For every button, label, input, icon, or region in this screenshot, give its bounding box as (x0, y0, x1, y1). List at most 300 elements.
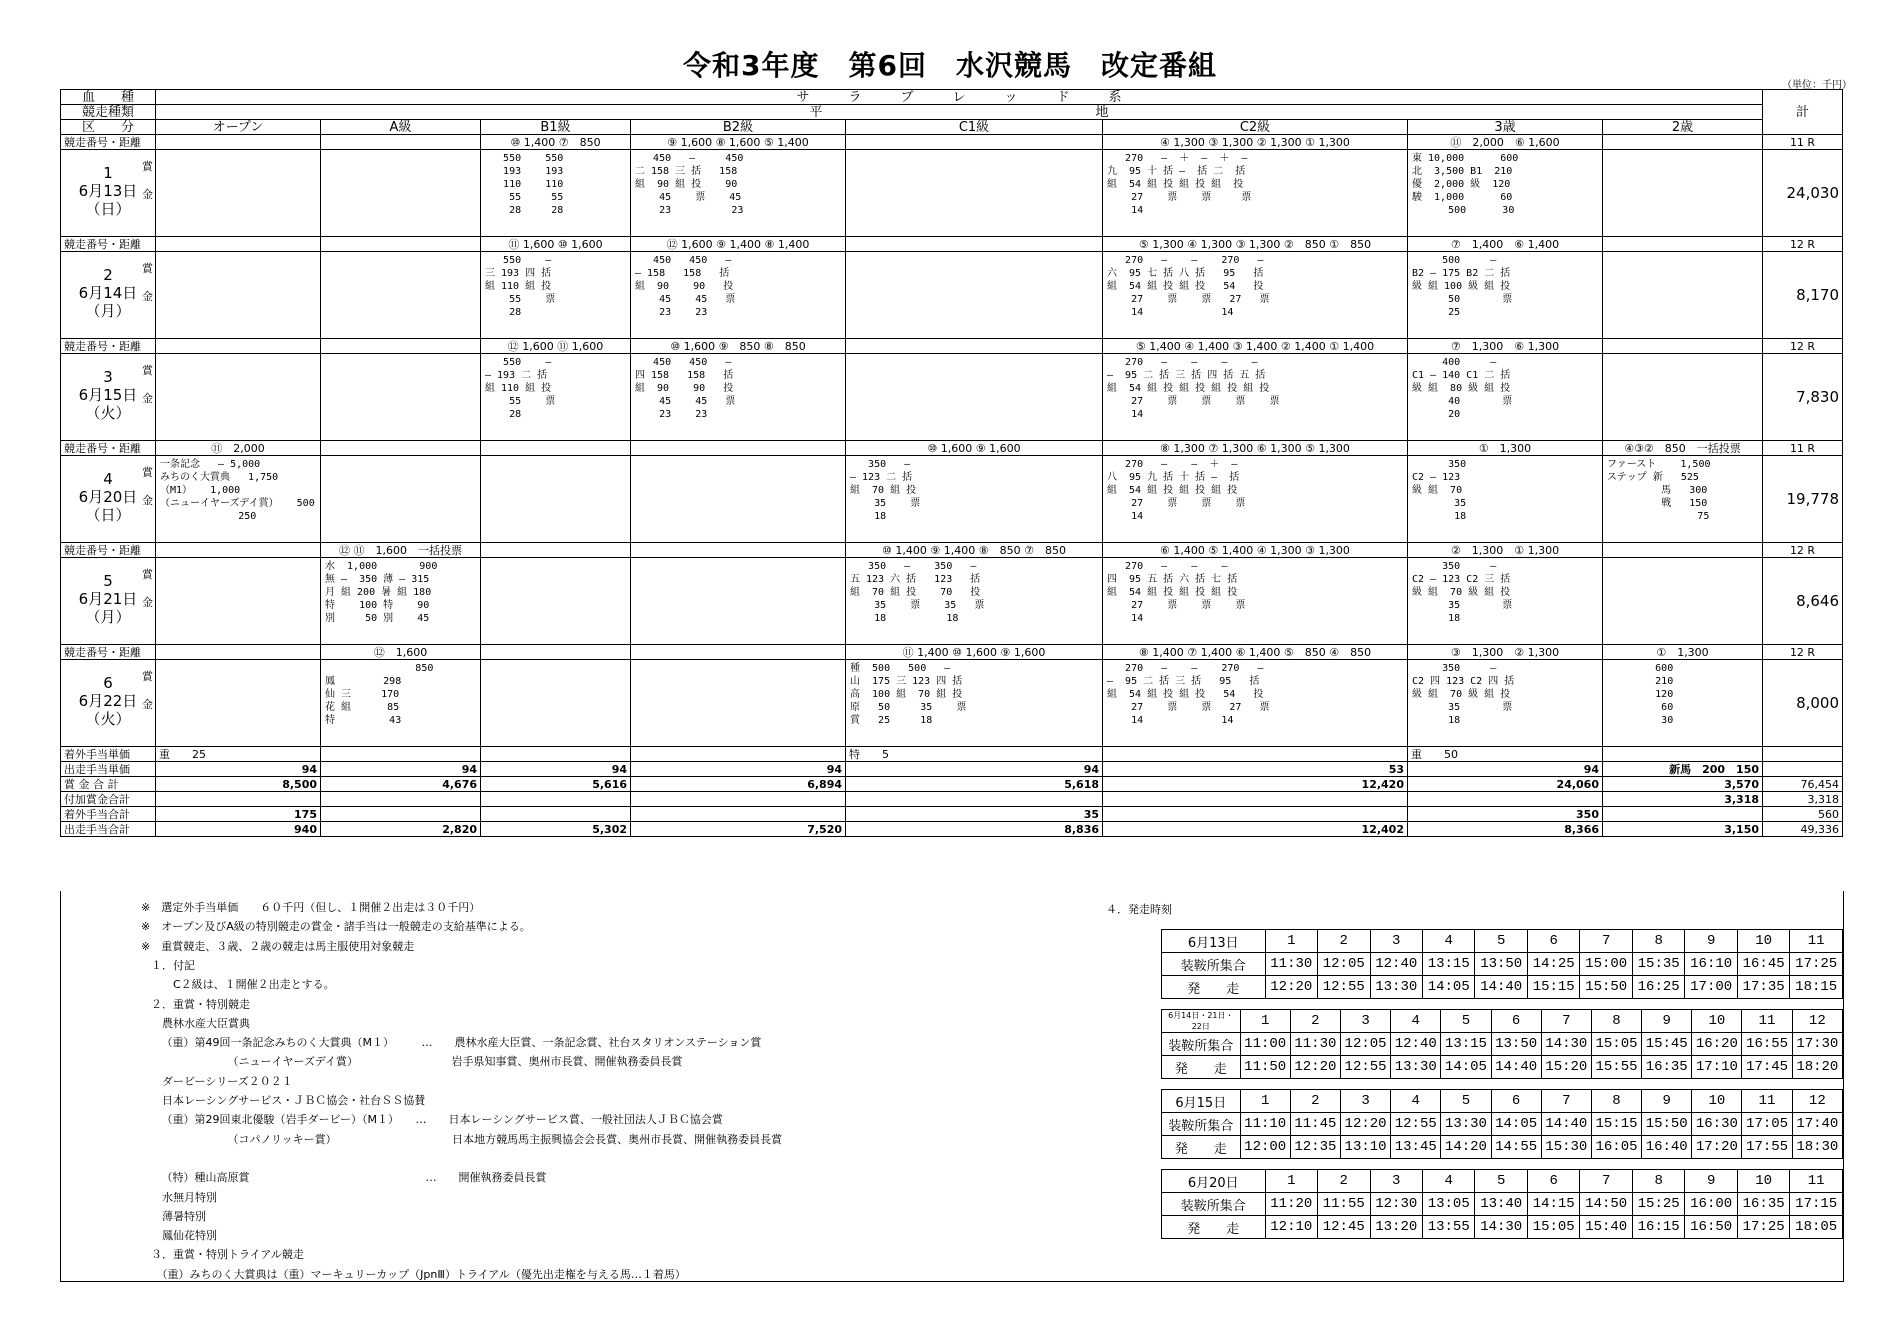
day-weekday: （日） (85, 200, 131, 218)
assemble-time: 16:30 (1692, 1113, 1742, 1136)
assemble-time: 12:05 (1340, 1033, 1390, 1056)
race-count: 12 R (1763, 645, 1843, 660)
note-line: （コパノリッキー賞） 日本地方競馬馬主振興協会会長賞、奥州市長賞、開催執務委員長賞 (156, 1132, 783, 1146)
post-time: 14:05 (1422, 976, 1474, 999)
note-line: 鳳仙花特別 (151, 1229, 217, 1243)
summary-cell: 4,676 (321, 777, 481, 792)
assemble-time: 11:00 (1240, 1033, 1290, 1056)
race-number-cell (321, 237, 481, 252)
race-number-cell: ⑧ 1,400 ⑦ 1,400 ⑥ 1,400 ⑤ 850 ④ 850 (1103, 645, 1408, 660)
summary-cell (321, 807, 481, 822)
day-cell (61, 660, 156, 747)
prize-label: 賞 金 (142, 160, 153, 201)
assemble-time: 13:15 (1441, 1033, 1491, 1056)
assemble-time: 13:50 (1491, 1033, 1541, 1056)
summary-total: 49,336 (1763, 822, 1843, 837)
assemble-time: 11:55 (1318, 1193, 1370, 1216)
start-day: 6月15日 (1162, 1090, 1241, 1113)
note-line: 日本レーシングサービス・ＪＢＣ協会・社台ＳＳ協賛 (151, 1094, 426, 1107)
prize-cell (156, 456, 321, 543)
prize-values: 270 ― ― ― ― ― 95 二 括 三 括 四 括 五 括 組 54 組 投 組 投 組 投 組 投 27 票 票 票 票 14 (1107, 357, 1280, 420)
post-label: 発 走 (1162, 1136, 1241, 1159)
division-header: オープン (156, 120, 321, 135)
prize-cell (481, 660, 631, 747)
summary-row (61, 762, 1843, 777)
assemble-row (1162, 1113, 1843, 1136)
start-time-table (1161, 1009, 1843, 1079)
assemble-time: 12:05 (1318, 953, 1370, 976)
post-time: 16:25 (1632, 976, 1684, 999)
start-race-number: 8 (1632, 1170, 1684, 1193)
assemble-label: 装鞍所集合 (1162, 1113, 1241, 1136)
race-number-cell (631, 543, 846, 558)
race-program-table (60, 89, 1843, 837)
assemble-time: 13:05 (1422, 1193, 1474, 1216)
assemble-label: 装鞍所集合 (1162, 1193, 1266, 1216)
start-head-row (1162, 930, 1843, 953)
prize-values (481, 456, 630, 460)
race-count: 12 R (1763, 543, 1843, 558)
post-time: 16:50 (1685, 1216, 1737, 1239)
summary-total: 560 (1763, 807, 1843, 822)
post-time: 15:05 (1527, 1216, 1579, 1239)
summary-cell: 重 25 (156, 747, 321, 762)
assemble-row (1162, 953, 1843, 976)
post-time: 12:10 (1265, 1216, 1317, 1239)
prize-cell (1408, 354, 1603, 441)
summary-label: 着外手当合計 (61, 807, 156, 822)
day-weekday: （月） (85, 302, 131, 320)
prize-cell (1103, 252, 1408, 339)
assemble-time: 14:15 (1527, 1193, 1579, 1216)
day-weekday: （月） (85, 608, 131, 626)
summary-cell (156, 792, 321, 807)
summary-cell: 94 (321, 762, 481, 777)
post-time: 13:20 (1370, 1216, 1422, 1239)
post-time: 16:35 (1642, 1056, 1692, 1079)
start-day: 6月13日 (1162, 930, 1266, 953)
day-row (61, 558, 1843, 645)
prize-cell (481, 456, 631, 543)
note-line: 農林水産大臣賞典 (151, 1016, 250, 1030)
race-number-cell: ⑧ 1,300 ⑦ 1,300 ⑥ 1,300 ⑤ 1,300 (1103, 441, 1408, 456)
start-race-number: 1 (1265, 1170, 1317, 1193)
start-race-number: 1 (1240, 1010, 1290, 1033)
prize-cell (156, 354, 321, 441)
note-line: ２．重賞・特別競走 (151, 997, 250, 1011)
assemble-time: 11:30 (1265, 953, 1317, 976)
start-race-number: 6 (1491, 1010, 1541, 1033)
post-time: 13:55 (1422, 1216, 1474, 1239)
prize-cell (631, 150, 846, 237)
start-race-number: 3 (1370, 1170, 1422, 1193)
prize-values (156, 150, 320, 154)
prize-cell (1103, 558, 1408, 645)
prize-cell (481, 354, 631, 441)
assemble-label: 装鞍所集合 (1162, 1033, 1241, 1056)
note-line: ※ 重賞競走、３歳、２歳の競走は馬主服使用対象競走 (141, 939, 415, 953)
post-time: 15:15 (1527, 976, 1579, 999)
race-number-cell: ① 1,300 (1408, 441, 1603, 456)
day-row (61, 660, 1843, 747)
race-number-cell: ⑦ 1,400 ⑥ 1,400 (1408, 237, 1603, 252)
post-time: 13:45 (1391, 1136, 1441, 1159)
start-race-number: 6 (1491, 1090, 1541, 1113)
race-number-cell: ⑤ 1,400 ④ 1,400 ③ 1,400 ② 1,400 ① 1,400 (1103, 339, 1408, 354)
race-count: 12 R (1763, 237, 1843, 252)
race-number-cell: ⑫ 1,600 ⑪ 1,600 (481, 339, 631, 354)
division-header: B1級 (481, 120, 631, 135)
note-line: 水無月特別 (151, 1190, 217, 1204)
race-type-label: 競走種類 (61, 105, 156, 120)
note-line: （重）第29回東北優駿（岩手ダービー）（M１） … 日本レーシングサービス賞、一般社団法人ＪＢＣ協会賞 (156, 1113, 723, 1127)
day-info (61, 150, 155, 218)
assemble-time: 17:25 (1790, 953, 1843, 976)
prize-cell (1603, 150, 1763, 237)
race-number-cell: ⑩ 1,600 ⑨ 850 ⑧ 850 (631, 339, 846, 354)
note-line: ダービーシリーズ２０２１ (151, 1074, 293, 1088)
post-time: 14:20 (1441, 1136, 1491, 1159)
prize-values (321, 150, 480, 154)
summary-cell: 重 50 (1408, 747, 1603, 762)
prize-values (321, 252, 480, 256)
summary-cell: 2,820 (321, 822, 481, 837)
assemble-time: 13:40 (1475, 1193, 1527, 1216)
day-row (61, 150, 1843, 237)
post-time: 15:30 (1541, 1136, 1591, 1159)
post-time: 13:30 (1370, 976, 1422, 999)
post-time: 12:20 (1265, 976, 1317, 999)
assemble-time: 17:15 (1790, 1193, 1843, 1216)
post-time: 15:50 (1580, 976, 1632, 999)
summary-cell (1603, 807, 1763, 822)
day-number: 2 (103, 266, 113, 284)
start-race-number: 6 (1527, 930, 1579, 953)
race-number-cell (846, 339, 1103, 354)
race-number-row (61, 339, 1843, 354)
summary-cell: 175 (156, 807, 321, 822)
division-header: B2級 (631, 120, 846, 135)
start-race-number: 5 (1441, 1090, 1491, 1113)
summary-cell (1103, 792, 1408, 807)
race-number-cell (321, 135, 481, 150)
start-race-number: 2 (1290, 1090, 1340, 1113)
summary-label: 出走手当単価 (61, 762, 156, 777)
post-time: 17:00 (1685, 976, 1737, 999)
prize-cell (1603, 456, 1763, 543)
race-number-row (61, 135, 1843, 150)
race-number-cell: ⑤ 1,300 ④ 1,300 ③ 1,300 ② 850 ① 850 (1103, 237, 1408, 252)
prize-cell (631, 660, 846, 747)
summary-cell: 24,060 (1408, 777, 1603, 792)
start-race-number: 7 (1541, 1090, 1591, 1113)
post-row (1162, 976, 1843, 999)
start-race-number: 9 (1642, 1090, 1692, 1113)
summary-cell (481, 807, 631, 822)
summary-total (1763, 762, 1843, 777)
day-number: 4 (103, 470, 113, 488)
assemble-time: 11:45 (1290, 1113, 1340, 1136)
prize-cell (1408, 252, 1603, 339)
start-race-number: 3 (1340, 1090, 1390, 1113)
race-number-cell: ⑫ 1,600 ⑨ 1,400 ⑧ 1,400 (631, 237, 846, 252)
prize-values: 270 ― ― 270 ― ― 95 二 括 三 括 95 括 組 54 組 投 組 投 54 投 27 票 票 27 票 14 14 (1107, 663, 1270, 726)
start-race-number: 11 (1790, 1170, 1843, 1193)
day-row (61, 252, 1843, 339)
day-total: 8,646 (1763, 558, 1843, 645)
division-header: 2歳 (1603, 120, 1763, 135)
summary-cell: 350 (1408, 807, 1603, 822)
prize-cell (321, 150, 481, 237)
summary-cell: 3,318 (1603, 792, 1763, 807)
division-label: 区 分 (61, 120, 156, 135)
prize-cell (481, 150, 631, 237)
prize-values (481, 660, 630, 664)
summary-row (61, 807, 1843, 822)
prize-cell (1603, 558, 1763, 645)
assemble-label: 装鞍所集合 (1162, 953, 1266, 976)
summary-label: 出走手当合計 (61, 822, 156, 837)
summary-cell (631, 807, 846, 822)
post-time: 12:55 (1340, 1056, 1390, 1079)
assemble-time: 16:10 (1685, 953, 1737, 976)
summary-cell: 94 (1408, 762, 1603, 777)
prize-values: 270 ― ― ＋ ― 八 95 九 括 十 括 ― 括 組 54 組 投 組 投 組 投 27 票 票 票 14 (1107, 459, 1246, 522)
prize-values (846, 354, 1102, 358)
prize-values: 600 210 120 60 30 (1655, 663, 1674, 726)
division-row (61, 120, 1843, 135)
race-number-label: 競走番号・距離 (61, 645, 156, 660)
assemble-time: 11:20 (1265, 1193, 1317, 1216)
prize-values (631, 558, 845, 562)
note-line: （特）種山高原賞 … 開催執務委員長賞 (156, 1171, 547, 1185)
prize-cell (846, 354, 1103, 441)
assemble-time: 12:40 (1391, 1033, 1441, 1056)
race-number-cell: ⑥ 1,400 ⑤ 1,400 ④ 1,300 ③ 1,300 (1103, 543, 1408, 558)
prize-values (156, 354, 320, 358)
summary-cell: 12,420 (1103, 777, 1408, 792)
assemble-time: 15:00 (1580, 953, 1632, 976)
note-line: （ニューイヤーズデイ賞） 岩手県知事賞、奥州市長賞、開催執務委員長賞 (156, 1055, 683, 1069)
prize-values: 550 550 193 193 110 110 55 55 28 28 (503, 153, 564, 216)
prize-values (1603, 150, 1762, 154)
prize-values: ファースト 1,500 ステップ 新 525 馬 300 戦 150 75 (1607, 459, 1711, 522)
summary-cell (1103, 807, 1408, 822)
prize-cell (846, 558, 1103, 645)
prize-label: 賞 金 (142, 262, 153, 303)
prize-values (156, 660, 320, 664)
start-race-number: 8 (1591, 1090, 1641, 1113)
day-number: 6 (103, 674, 113, 692)
post-row (1162, 1136, 1843, 1159)
race-number-label: 競走番号・距離 (61, 339, 156, 354)
prize-cell (156, 252, 321, 339)
assemble-time: 15:50 (1642, 1113, 1692, 1136)
prize-cell (1103, 660, 1408, 747)
race-number-cell (1603, 339, 1763, 354)
post-time: 13:30 (1391, 1056, 1441, 1079)
prize-cell (631, 558, 846, 645)
summary-label: 着外手当単価 (61, 747, 156, 762)
prize-values (321, 456, 480, 460)
summary-cell: 94 (846, 762, 1103, 777)
assemble-row (1162, 1033, 1843, 1056)
division-header: 3歳 (1408, 120, 1603, 135)
prize-values (481, 558, 630, 562)
prize-values: 450 450 ― ― 158 158 括 組 90 90 投 45 45 票 23 23 (635, 255, 736, 318)
start-race-number: 1 (1265, 930, 1317, 953)
assemble-time: 12:40 (1370, 953, 1422, 976)
post-time: 14:40 (1491, 1056, 1541, 1079)
post-time: 17:35 (1737, 976, 1789, 999)
start-race-number: 6 (1527, 1170, 1579, 1193)
race-number-cell (156, 645, 321, 660)
post-time: 12:45 (1318, 1216, 1370, 1239)
day-weekday: （火） (85, 404, 131, 422)
race-count: 12 R (1763, 339, 1843, 354)
summary-cell: 94 (481, 762, 631, 777)
note-line: ※ 選定外手当単価 ６０千円（但し、１開催２出走は３０千円） (141, 901, 481, 914)
race-number-cell (481, 645, 631, 660)
race-number-cell: ④③② 850 一括投票 (1603, 441, 1763, 456)
day-date: 6月15日 (78, 386, 138, 404)
start-race-number: 5 (1475, 930, 1527, 953)
assemble-time: 16:35 (1737, 1193, 1789, 1216)
prize-cell (1408, 456, 1603, 543)
prize-cell (631, 252, 846, 339)
race-count: 11 R (1763, 135, 1843, 150)
race-number-cell: ① 1,300 (1603, 645, 1763, 660)
prize-cell (156, 150, 321, 237)
summary-cell: 940 (156, 822, 321, 837)
assemble-time: 14:30 (1541, 1033, 1591, 1056)
assemble-time: 12:30 (1370, 1193, 1422, 1216)
summary-cell: 7,520 (631, 822, 846, 837)
blood-row (61, 90, 1843, 105)
prize-values: 東 10,000 600 北 3,500 B1 210 優 2,000 級 120 駿 1,000 60 500 30 (1412, 153, 1519, 216)
start-race-number: 7 (1541, 1010, 1591, 1033)
post-label: 発 走 (1162, 976, 1266, 999)
race-number-cell (156, 543, 321, 558)
summary-total (1763, 747, 1843, 762)
start-head-row (1162, 1170, 1843, 1193)
race-count: 11 R (1763, 441, 1843, 456)
assemble-time: 14:40 (1541, 1113, 1591, 1136)
day-date: 6月13日 (78, 182, 138, 200)
summary-cell: 6,894 (631, 777, 846, 792)
post-label: 発 走 (1162, 1056, 1241, 1079)
summary-total: 3,318 (1763, 792, 1843, 807)
race-number-cell: ⑩ 1,400 ⑦ 850 (481, 135, 631, 150)
start-race-number: 11 (1742, 1010, 1792, 1033)
summary-cell: 5,302 (481, 822, 631, 837)
day-weekday: （日） (85, 506, 131, 524)
summary-cell (631, 792, 846, 807)
summary-row (61, 822, 1843, 837)
day-total: 7,830 (1763, 354, 1843, 441)
start-time-table (1161, 1089, 1843, 1159)
summary-row (61, 747, 1843, 762)
assemble-time: 15:45 (1642, 1033, 1692, 1056)
assemble-time: 15:35 (1632, 953, 1684, 976)
prize-cell (846, 150, 1103, 237)
summary-cell: 94 (156, 762, 321, 777)
post-time: 15:20 (1541, 1056, 1591, 1079)
assemble-time: 16:55 (1742, 1033, 1792, 1056)
post-time: 16:15 (1632, 1216, 1684, 1239)
summary-cell (321, 792, 481, 807)
race-type-value: 平 地 (156, 105, 1763, 120)
assemble-time: 15:15 (1591, 1113, 1641, 1136)
start-race-number: 9 (1685, 1170, 1737, 1193)
start-race-number: 11 (1790, 930, 1843, 953)
race-number-cell: ③ 1,300 ② 1,300 (1408, 645, 1603, 660)
prize-cell (846, 660, 1103, 747)
division-header: C2級 (1103, 120, 1408, 135)
summary-cell (1408, 792, 1603, 807)
race-number-cell (481, 543, 631, 558)
start-race-number: 2 (1318, 1170, 1370, 1193)
start-race-number: 7 (1580, 1170, 1632, 1193)
day-total: 8,000 (1763, 660, 1843, 747)
prize-cell (321, 354, 481, 441)
prize-values: 350 ― 350 ― 五 123 六 括 123 括 組 70 組 投 70 投 35 票 35 票 18 18 (850, 561, 985, 624)
post-time: 17:55 (1742, 1136, 1792, 1159)
start-race-number: 9 (1642, 1010, 1692, 1033)
prize-values: 500 ― B2 ― 175 B2 二 括 級 組 100 級 組 投 50 票 25 (1412, 255, 1513, 318)
race-number-cell: ⑪ 2,000 (156, 441, 321, 456)
start-race-number: 3 (1340, 1010, 1390, 1033)
assemble-time: 13:30 (1441, 1113, 1491, 1136)
summary-row (61, 777, 1843, 792)
start-time-title: ４．発走時刻 (1106, 903, 1172, 916)
summary-row (61, 792, 1843, 807)
post-label: 発 走 (1162, 1216, 1266, 1239)
prize-cell (846, 456, 1103, 543)
day-row (61, 354, 1843, 441)
post-time: 18:30 (1792, 1136, 1842, 1159)
day-number: 5 (103, 572, 113, 590)
prize-cell (321, 660, 481, 747)
race-number-cell: ⑪ 1,400 ⑩ 1,600 ⑨ 1,600 (846, 645, 1103, 660)
post-time: 18:20 (1792, 1056, 1842, 1079)
prize-cell (481, 252, 631, 339)
day-info (61, 456, 155, 524)
note-line: C２級は、１開催２出走とする。 (151, 978, 335, 992)
post-time: 12:55 (1318, 976, 1370, 999)
start-race-number: 5 (1475, 1170, 1527, 1193)
blood-label: 血 種 (61, 90, 156, 105)
race-number-cell (631, 645, 846, 660)
race-number-row (61, 645, 1843, 660)
note-line: （重）みちのく大賞典は（重）マーキュリーカップ（JpnⅢ）トライアル（優先出走権を与える馬…１着馬） (151, 1267, 686, 1281)
post-time: 15:40 (1580, 1216, 1632, 1239)
start-head-row (1162, 1090, 1843, 1113)
prize-cell (1408, 558, 1603, 645)
post-time: 12:00 (1240, 1136, 1290, 1159)
summary-cell: 特 5 (846, 747, 1103, 762)
prize-cell (1103, 150, 1408, 237)
race-number-label: 競走番号・距離 (61, 441, 156, 456)
summary-cell: 8,500 (156, 777, 321, 792)
summary-cell (321, 747, 481, 762)
start-race-number: 8 (1632, 930, 1684, 953)
note-line: ３．重賞・特別トライアル競走 (151, 1248, 304, 1262)
day-total: 24,030 (1763, 150, 1843, 237)
race-number-cell (321, 339, 481, 354)
race-number-cell: ② 1,300 ① 1,300 (1408, 543, 1603, 558)
race-number-cell (1603, 543, 1763, 558)
